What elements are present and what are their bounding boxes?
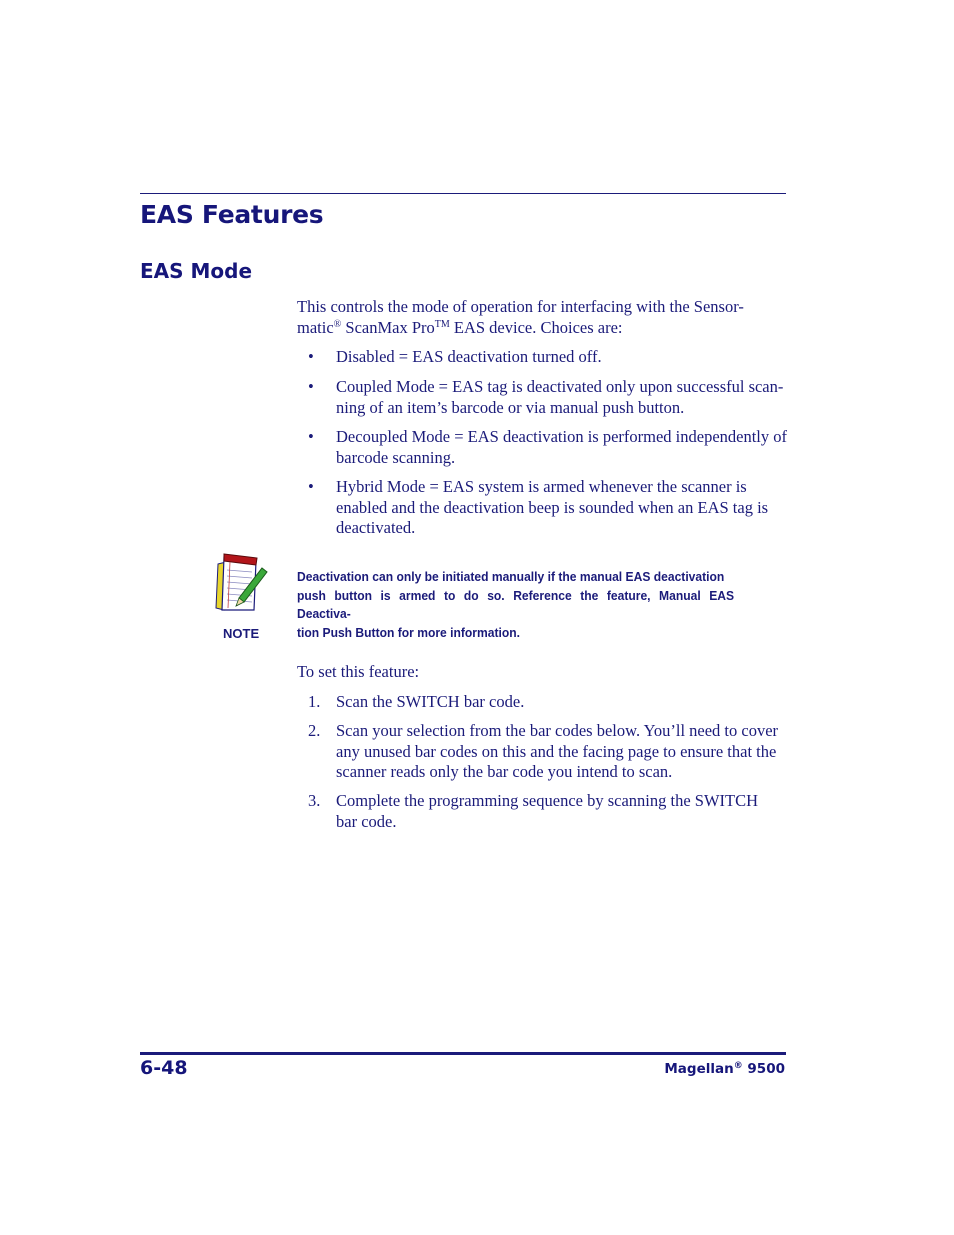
step-number: 2. [308,721,321,740]
bullet: • [308,477,314,496]
bullet: • [308,427,314,446]
step-number: 3. [308,791,321,810]
note-label: NOTE [223,626,260,641]
intro-paragraph [297,297,777,338]
intro-line-2: matic® ScanMax Pro™ EAS device. Choices are: [297,317,623,337]
bullet: • [308,377,314,396]
top-rule [140,193,786,194]
bottom-rule [140,1052,786,1055]
section-heading: EAS Mode [140,259,253,283]
page-heading: EAS Features [140,200,324,229]
step-number: 1. [308,692,321,711]
set-feature-intro: To set this feature: [297,662,420,681]
note-text: Deactivation can only be initiated manually if the manual EAS deactivation push button is armed to do so. Reference the feature, Manual EAS Deactiva- tion Push Button for more information. [297,569,735,640]
footer-product-title: Magellan® 9500 [664,1061,785,1077]
bullet: • [308,347,314,366]
intro-line-1: This controls the mode of operation for interfacing with the Sensor- [297,297,744,316]
page-number: 6-48 [140,1057,188,1079]
note-pad-pencil-icon [214,552,270,614]
